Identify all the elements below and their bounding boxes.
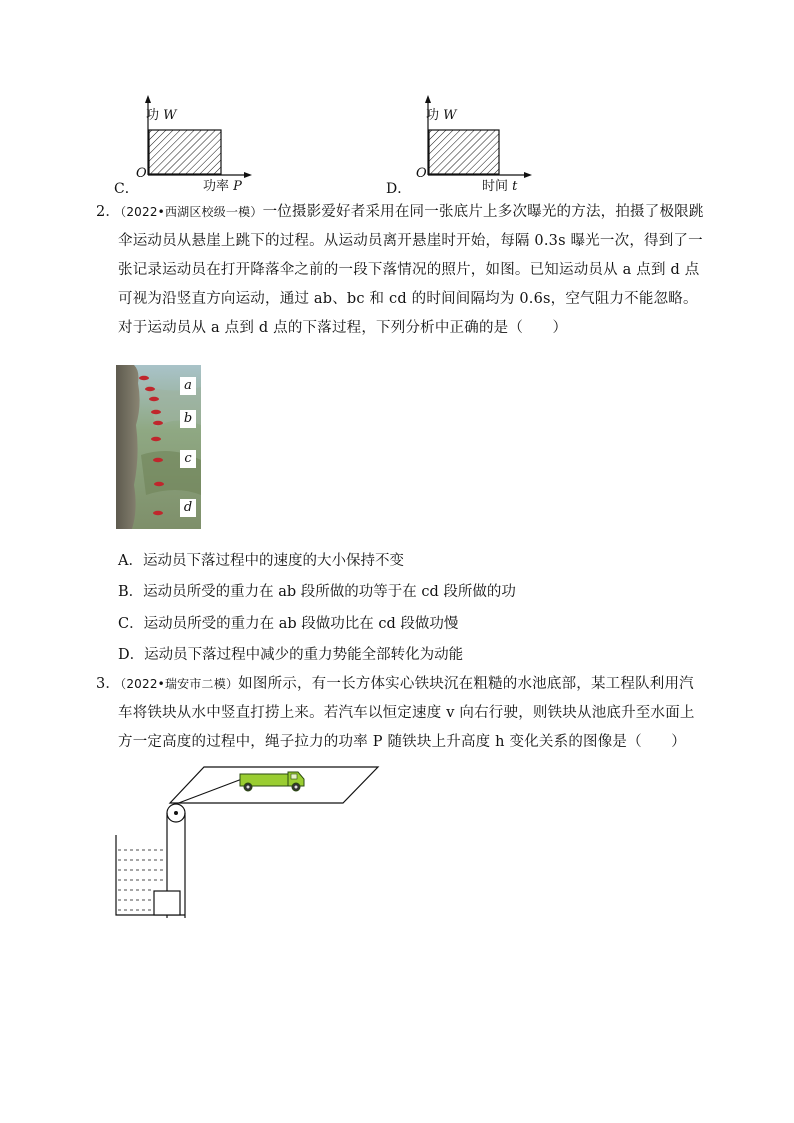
skydiver-photo — [116, 365, 201, 529]
pulley-truck-diagram — [110, 765, 390, 920]
option-c-y-label: 功 W — [146, 108, 177, 123]
photo-label-c: c — [180, 450, 196, 468]
question-3-body — [96, 670, 708, 757]
question-2-number: 2． — [96, 204, 121, 220]
option-d-origin: O — [416, 166, 427, 181]
option-c-hatched-area — [149, 130, 221, 174]
question-2-choice-c: C．运动员所受的重力在 ab 段做功比在 cd 段做功慢 — [118, 616, 459, 632]
photo-label-b: b — [180, 410, 196, 428]
option-d-hatched-area — [429, 130, 499, 174]
option-c-origin: O — [136, 166, 147, 181]
question-2-choice-d: D．运动员下落过程中减少的重力势能全部转化为动能 — [118, 647, 464, 663]
rope — [176, 779, 242, 804]
question-2-choice-a: A．运动员下落过程中的速度的大小保持不变 — [118, 553, 404, 569]
question-3-text: 如图所示，有一长方体实心铁块沉在粗糙的水池底部，某工程队利用汽车将铁块从水中竖直打捞上来。若汽车以恒定速度 v 向右行驶，则铁块从池底升至水面上方一定高度的过程中，绳子拉力的功率 P 随铁块上升高度 h 变化关系的图像是（ ） — [118, 676, 695, 750]
option-c-x-label: 功率 P — [203, 179, 242, 194]
question-2-choice-b: B．运动员所受的重力在 ab 段所做的功等于在 cd 段所做的功 — [118, 584, 516, 600]
option-d-y-label: 功 W — [426, 108, 457, 123]
question-2-body — [96, 198, 708, 343]
question-2-text: 一位摄影爱好者采用在同一张底片上多次曝光的方法，拍摄了极限跳伞运动员从悬崖上跳下的过程。从运动员离开悬崖时开始，每隔 0.3s 曝光一次，得到了一张记录运动员在打开降落伞之前的一段下落情况的照片，如图。已知运动员从 a 点到 d 点可视为沿竖直方向运动，通过 ab、bc 和 cd 的时间间隔均为 0.6s，空气阻力不能忽略。对于运动员从 a 点到 d 点的下落过程，下列分析中正确的是（ ） — [118, 204, 704, 336]
question-3-source: （2022•瑞安市二模） — [120, 677, 239, 691]
option-d-x-label: 时间 t — [482, 179, 518, 194]
truck-icon — [240, 772, 304, 791]
question-3-number: 3． — [96, 676, 121, 692]
option-d-letter: D． — [386, 181, 412, 197]
photo-label-a: a — [180, 377, 196, 395]
iron-block — [154, 891, 180, 915]
photo-label-d: d — [180, 499, 196, 517]
option-c-letter: C． — [114, 181, 139, 197]
question-2-source: （2022•西湖区校级一模） — [120, 205, 263, 219]
